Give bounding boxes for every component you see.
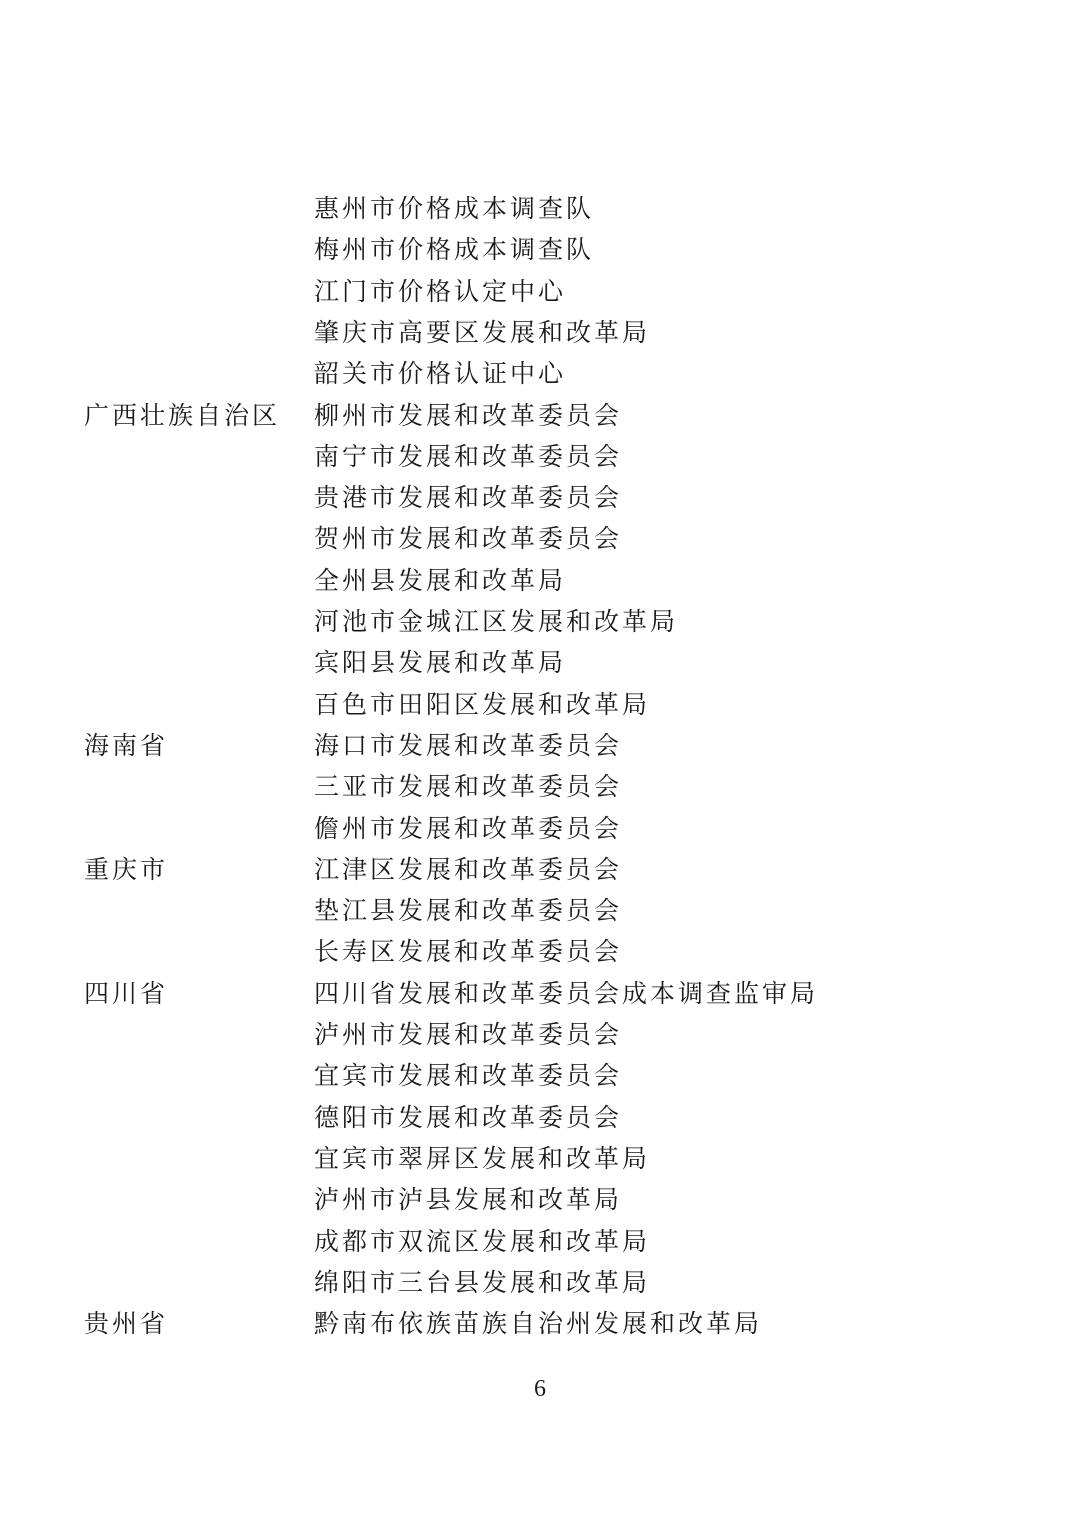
organization-name: 柳州市发展和改革委员会 [314,400,623,430]
list-row [0,973,1080,1014]
organization-name: 黔南布依族苗族自治州发展和改革局 [314,1309,763,1339]
organization-name: 德阳市发展和改革委员会 [314,1102,623,1132]
list-row [0,890,1080,931]
province-label: 重庆市 [84,854,169,884]
list-row [0,1221,1080,1262]
organization-name: 贵港市发展和改革委员会 [314,483,623,513]
list-row [0,725,1080,766]
organization-name: 儋州市发展和改革委员会 [314,813,623,843]
organization-name: 江津区发展和改革委员会 [314,854,623,884]
page-number: 6 [534,1376,546,1402]
organization-name: 绵阳市三台县发展和改革局 [314,1267,651,1297]
list-row [0,1179,1080,1220]
province-label: 海南省 [84,730,169,760]
list-row [0,188,1080,229]
list-row [0,395,1080,436]
organization-name: 江门市价格认定中心 [314,276,567,306]
organization-name: 河池市金城江区发展和改革局 [314,607,679,636]
list-row [0,931,1080,972]
list-row [0,436,1080,477]
organization-name: 南宁市发展和改革委员会 [314,441,623,471]
province-label: 贵州省 [84,1309,169,1339]
organization-name: 垫江县发展和改革委员会 [314,896,623,926]
organization-name: 长寿区发展和改革委员会 [314,937,623,967]
organization-name: 泸州市发展和改革委员会 [314,1020,623,1049]
organization-name: 三亚市发展和改革委员会 [314,772,623,802]
list-row [0,560,1080,601]
organization-name: 肇庆市高要区发展和改革局 [314,317,651,347]
list-row [0,642,1080,683]
list-row [0,518,1080,559]
organization-name: 宾阳县发展和改革局 [314,648,567,678]
organization-name: 贺州市发展和改革委员会 [314,524,623,554]
organization-name: 成都市双流区发展和改革局 [314,1226,651,1256]
organization-name: 梅州市价格成本调查队 [314,235,595,265]
organization-name: 宜宾市翠屏区发展和改革局 [314,1143,651,1173]
list-row [0,808,1080,849]
list-row [0,271,1080,312]
province-label: 四川省 [84,978,169,1008]
organization-name: 惠州市价格成本调查队 [314,194,595,223]
list-row [0,229,1080,270]
list-row [0,1303,1080,1344]
organization-name: 全州县发展和改革局 [314,565,567,595]
list-row [0,1138,1080,1179]
list-row [0,477,1080,518]
list-row [0,684,1080,725]
list-row [0,849,1080,890]
organization-name: 海口市发展和改革委员会 [314,730,623,760]
organization-name: 四川省发展和改革委员会成本调查监审局 [314,978,819,1008]
list-row [0,601,1080,642]
list-row [0,312,1080,353]
list-row [0,353,1080,394]
organization-name: 泸州市泸县发展和改革局 [314,1185,623,1215]
list-row [0,1014,1080,1055]
list-row [0,1262,1080,1303]
organization-name: 韶关市价格认证中心 [314,359,567,389]
organization-name: 百色市田阳区发展和改革局 [314,689,651,719]
organization-name: 宜宾市发展和改革委员会 [314,1061,623,1091]
list-row [0,1055,1080,1096]
province-label: 广西壮族自治区 [84,400,281,430]
list-row [0,766,1080,807]
list-row [0,1097,1080,1138]
